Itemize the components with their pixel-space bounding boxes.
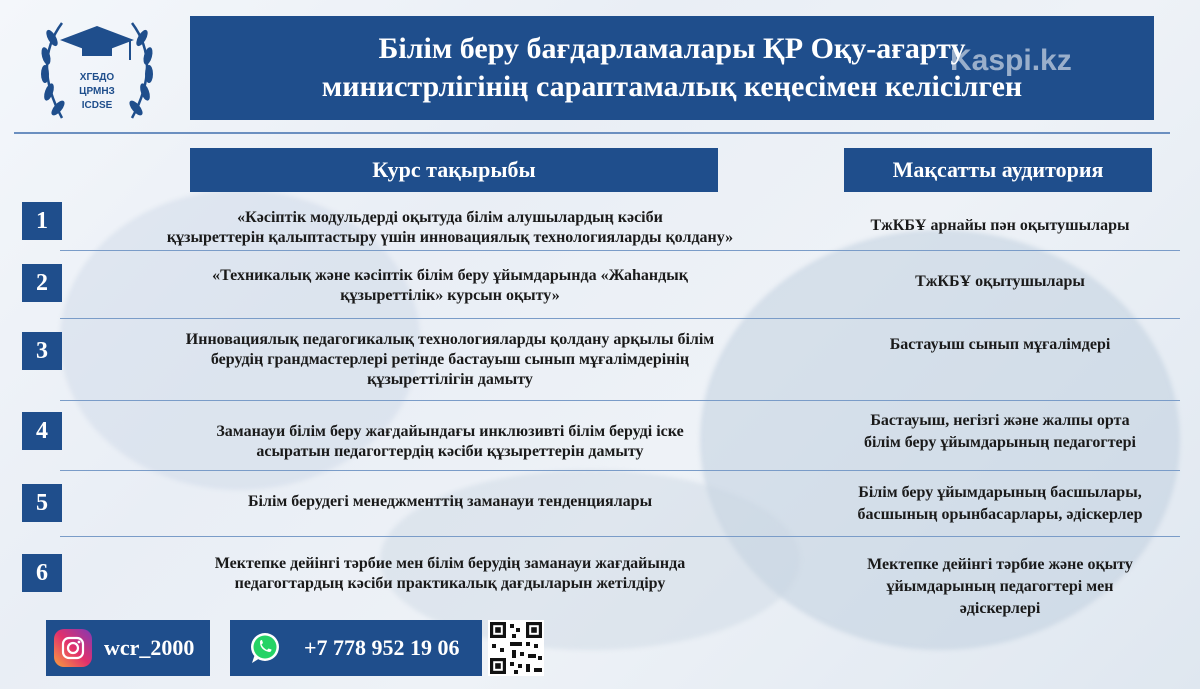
organization-logo bbox=[22, 8, 172, 126]
topic-line: педагогтардың кәсіби практикалық дағдыларын жетілдіру bbox=[234, 575, 666, 592]
audience-line: Білім беру ұйымдарының басшылары, bbox=[858, 484, 1142, 501]
instagram-contact[interactable] bbox=[46, 620, 210, 676]
logo-text: ICDSE bbox=[81, 100, 113, 111]
divider bbox=[14, 132, 1170, 134]
row-number: 3 bbox=[22, 332, 62, 370]
whatsapp-icon bbox=[248, 631, 282, 665]
row-number: 5 bbox=[22, 484, 62, 522]
target-audience bbox=[820, 215, 1180, 237]
row-number: 4 bbox=[22, 412, 62, 450]
audience-line: Бастауыш сынып мұғалімдері bbox=[889, 336, 1111, 353]
row-number: 1 bbox=[22, 202, 62, 240]
title-line: Білім беру бағдарламалары ҚР Оқу-ағарту bbox=[378, 32, 966, 65]
topic-line: құзыреттілік» курсын оқыту» bbox=[340, 287, 560, 304]
logo-text: ЦРМНЗ bbox=[79, 86, 115, 97]
logo-text: ХГБДО bbox=[79, 72, 115, 83]
row-divider bbox=[60, 536, 1180, 537]
qr-code-icon bbox=[488, 620, 544, 676]
target-audience bbox=[820, 554, 1180, 620]
target-audience bbox=[820, 334, 1180, 356]
topic-line: құзыреттерін қалыптастыру үшін инновациялық технологияларды қолдану» bbox=[166, 229, 734, 246]
row-divider bbox=[60, 250, 1180, 251]
row-divider bbox=[60, 470, 1180, 471]
target-audience bbox=[820, 482, 1180, 526]
audience-line: білім беру ұйымдарының педагогтері bbox=[863, 434, 1136, 451]
topic-line: берудің грандмастерлері ретінде бастауыш сынып мұғалімдерінің bbox=[210, 351, 690, 368]
audience-line: басшының орынбасарлары, әдіскерлер bbox=[857, 506, 1143, 523]
laurel-cap-icon bbox=[22, 8, 172, 126]
target-audience bbox=[820, 271, 1180, 293]
course-topic bbox=[100, 492, 800, 512]
column-header-topic: Курс тақырыбы bbox=[190, 148, 718, 192]
row-number: 2 bbox=[22, 264, 62, 302]
title-line: министрлігінің сараптамалық кеңесімен келісілген bbox=[321, 70, 1023, 103]
course-topic bbox=[100, 422, 800, 462]
topic-line: Білім берудегі менеджменттің заманауи тенденциялары bbox=[247, 493, 653, 510]
topic-line: «Техникалық және кәсіптік білім беру ұйымдарында «Жаһандық bbox=[212, 267, 688, 284]
instagram-icon bbox=[54, 629, 92, 667]
topic-line: Инновациялық педагогикалық технологияларды қолдану арқылы білім bbox=[185, 331, 715, 348]
audience-line: Бастауыш, негізгі және жалпы орта bbox=[870, 412, 1130, 429]
row-divider bbox=[60, 400, 1180, 401]
course-topic bbox=[100, 208, 800, 248]
audience-line: ТжКБҰ арнайы пән оқытушылары bbox=[870, 217, 1130, 234]
topic-line: Мектепке дейінгі тәрбие мен білім берудің заманауи жағдайында bbox=[214, 555, 686, 572]
qr-code[interactable] bbox=[488, 620, 544, 676]
topic-line: құзыреттілігін дамыту bbox=[367, 371, 533, 388]
topic-line: Заманауи білім беру жағдайындағы инклюзивті білім беруді іске bbox=[216, 423, 684, 440]
course-topic bbox=[100, 554, 800, 594]
row-number: 6 bbox=[22, 554, 62, 592]
watermark: Kaspi.kz bbox=[950, 44, 1072, 77]
row-divider bbox=[60, 318, 1180, 319]
target-audience bbox=[820, 410, 1180, 454]
instagram-handle: wcr_2000 bbox=[104, 635, 195, 660]
column-header-audience: Мақсатты аудитория bbox=[844, 148, 1152, 192]
phone-number: +7 778 952 19 06 bbox=[304, 635, 460, 660]
topic-line: асыратын педагогтердің кәсіби құзыреттерін дамыту bbox=[256, 443, 644, 460]
audience-line: ТжКБҰ оқытушылары bbox=[915, 273, 1085, 290]
audience-line: әдіскерлері bbox=[959, 600, 1041, 617]
audience-line: Мектепке дейінгі тәрбие және оқыту bbox=[867, 556, 1133, 573]
course-topic bbox=[100, 266, 800, 306]
topic-line: «Кәсіптік модульдерді оқытуда білім алушылардың кәсіби bbox=[237, 209, 663, 226]
whatsapp-contact[interactable] bbox=[230, 620, 482, 676]
course-topic bbox=[100, 330, 800, 390]
audience-line: ұйымдарының педагогтері мен bbox=[886, 578, 1114, 595]
